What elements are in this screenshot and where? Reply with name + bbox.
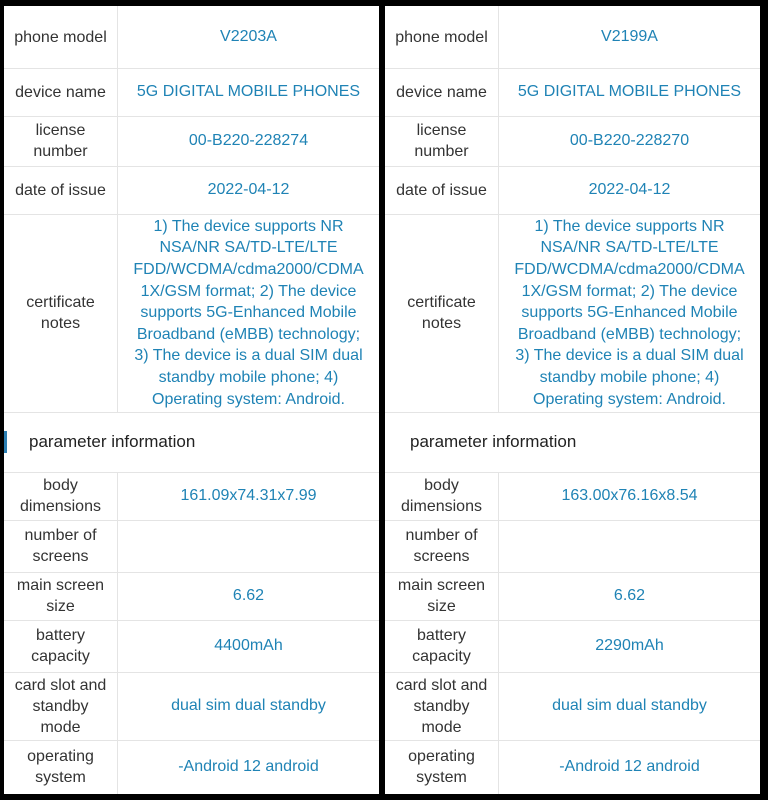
certificate-notes-value: 1) The device supports NR NSA/NR SA/TD-LTE/LTE FDD/WCDMA/cdma2000/CDMA 1X/GSM format; 2) The device supports 5G-Enhanced Mobile Broadband (eMBB) technology; 3) The device is a dual SIM dual standby mobile phone; 4) Operating system: Android. (133, 217, 364, 408)
date-of-issue-label: date of issue (4, 166, 118, 214)
card-slot-value: dual sim dual standby (171, 697, 326, 715)
row-operating-system (385, 740, 760, 794)
row-license-number (4, 116, 379, 167)
battery-capacity-label: battery capacity (385, 620, 499, 672)
body-dimensions-label: body dimensions (4, 472, 118, 520)
body-dimensions-value: 161.09x74.31x7.99 (180, 487, 317, 505)
device-name-label: device name (385, 68, 499, 116)
row-device-name (4, 68, 379, 117)
row-date-of-issue (385, 166, 760, 215)
license-number-label: license number (385, 116, 499, 166)
row-license-number (385, 116, 760, 167)
certificate-notes-label: certificate notes (385, 214, 499, 412)
section-parameter-information (385, 412, 760, 473)
number-of-screens-value (118, 520, 379, 572)
phone-model-value: V2203A (220, 28, 277, 46)
row-number-of-screens (385, 520, 760, 573)
main-screen-size-value: 6.62 (613, 587, 646, 605)
row-battery-capacity (385, 620, 760, 673)
row-main-screen-size (4, 572, 379, 621)
row-device-name (385, 68, 760, 117)
device-name-value: 5G DIGITAL MOBILE PHONES (517, 83, 742, 101)
main-screen-size-value: 6.62 (232, 587, 265, 605)
operating-system-value: -Android 12 android (559, 758, 700, 776)
number-of-screens-value (499, 520, 760, 572)
device-name-value: 5G DIGITAL MOBILE PHONES (136, 83, 361, 101)
row-body-dimensions (385, 472, 760, 521)
certificate-notes-value: 1) The device supports NR NSA/NR SA/TD-LTE/LTE FDD/WCDMA/cdma2000/CDMA 1X/GSM format; 2) The device supports 5G-Enhanced Mobile Broadband (eMBB) technology; 3) The device is a dual SIM dual standby mobile phone; 4) Operating system: Android. (514, 217, 745, 408)
section-accent-bar (4, 431, 7, 453)
section-parameter-information (4, 412, 379, 473)
row-main-screen-size (385, 572, 760, 621)
row-certificate-notes (4, 214, 379, 413)
row-phone-model (385, 6, 760, 69)
certificate-panel-right (385, 6, 760, 794)
row-number-of-screens (4, 520, 379, 573)
license-number-value: 00-B220-228270 (569, 132, 690, 150)
row-date-of-issue (4, 166, 379, 215)
date-of-issue-label: date of issue (385, 166, 499, 214)
body-dimensions-value: 163.00x76.16x8.54 (561, 487, 698, 505)
license-number-label: license number (4, 116, 118, 166)
date-of-issue-value: 2022-04-12 (207, 181, 290, 199)
license-number-value: 00-B220-228274 (188, 132, 309, 150)
card-slot-label: card slot and standby mode (385, 672, 499, 740)
phone-model-value: V2199A (601, 28, 658, 46)
main-screen-size-label: main screen size (385, 572, 499, 620)
row-operating-system (4, 740, 379, 794)
row-certificate-notes (385, 214, 760, 413)
row-battery-capacity (4, 620, 379, 673)
number-of-screens-label: number of screens (4, 520, 118, 572)
main-screen-size-label: main screen size (4, 572, 118, 620)
row-phone-model (4, 6, 379, 69)
certificate-notes-label: certificate notes (4, 214, 118, 412)
number-of-screens-label: number of screens (385, 520, 499, 572)
row-card-slot (385, 672, 760, 741)
section-title: parameter information (410, 432, 577, 451)
battery-capacity-label: battery capacity (4, 620, 118, 672)
certificate-panel-left (4, 6, 379, 794)
operating-system-value: -Android 12 android (178, 758, 319, 776)
section-accent-bar (385, 431, 388, 453)
row-body-dimensions (4, 472, 379, 521)
row-card-slot (4, 672, 379, 741)
body-dimensions-label: body dimensions (385, 472, 499, 520)
battery-capacity-value: 2290mAh (595, 637, 664, 655)
operating-system-label: operating system (385, 740, 499, 794)
device-name-label: device name (4, 68, 118, 116)
phone-model-label: phone model (385, 6, 499, 68)
section-title: parameter information (29, 432, 196, 451)
operating-system-label: operating system (4, 740, 118, 794)
phone-model-label: phone model (4, 6, 118, 68)
date-of-issue-value: 2022-04-12 (588, 181, 671, 199)
card-slot-value: dual sim dual standby (552, 697, 707, 715)
card-slot-label: card slot and standby mode (4, 672, 118, 740)
battery-capacity-value: 4400mAh (214, 637, 283, 655)
